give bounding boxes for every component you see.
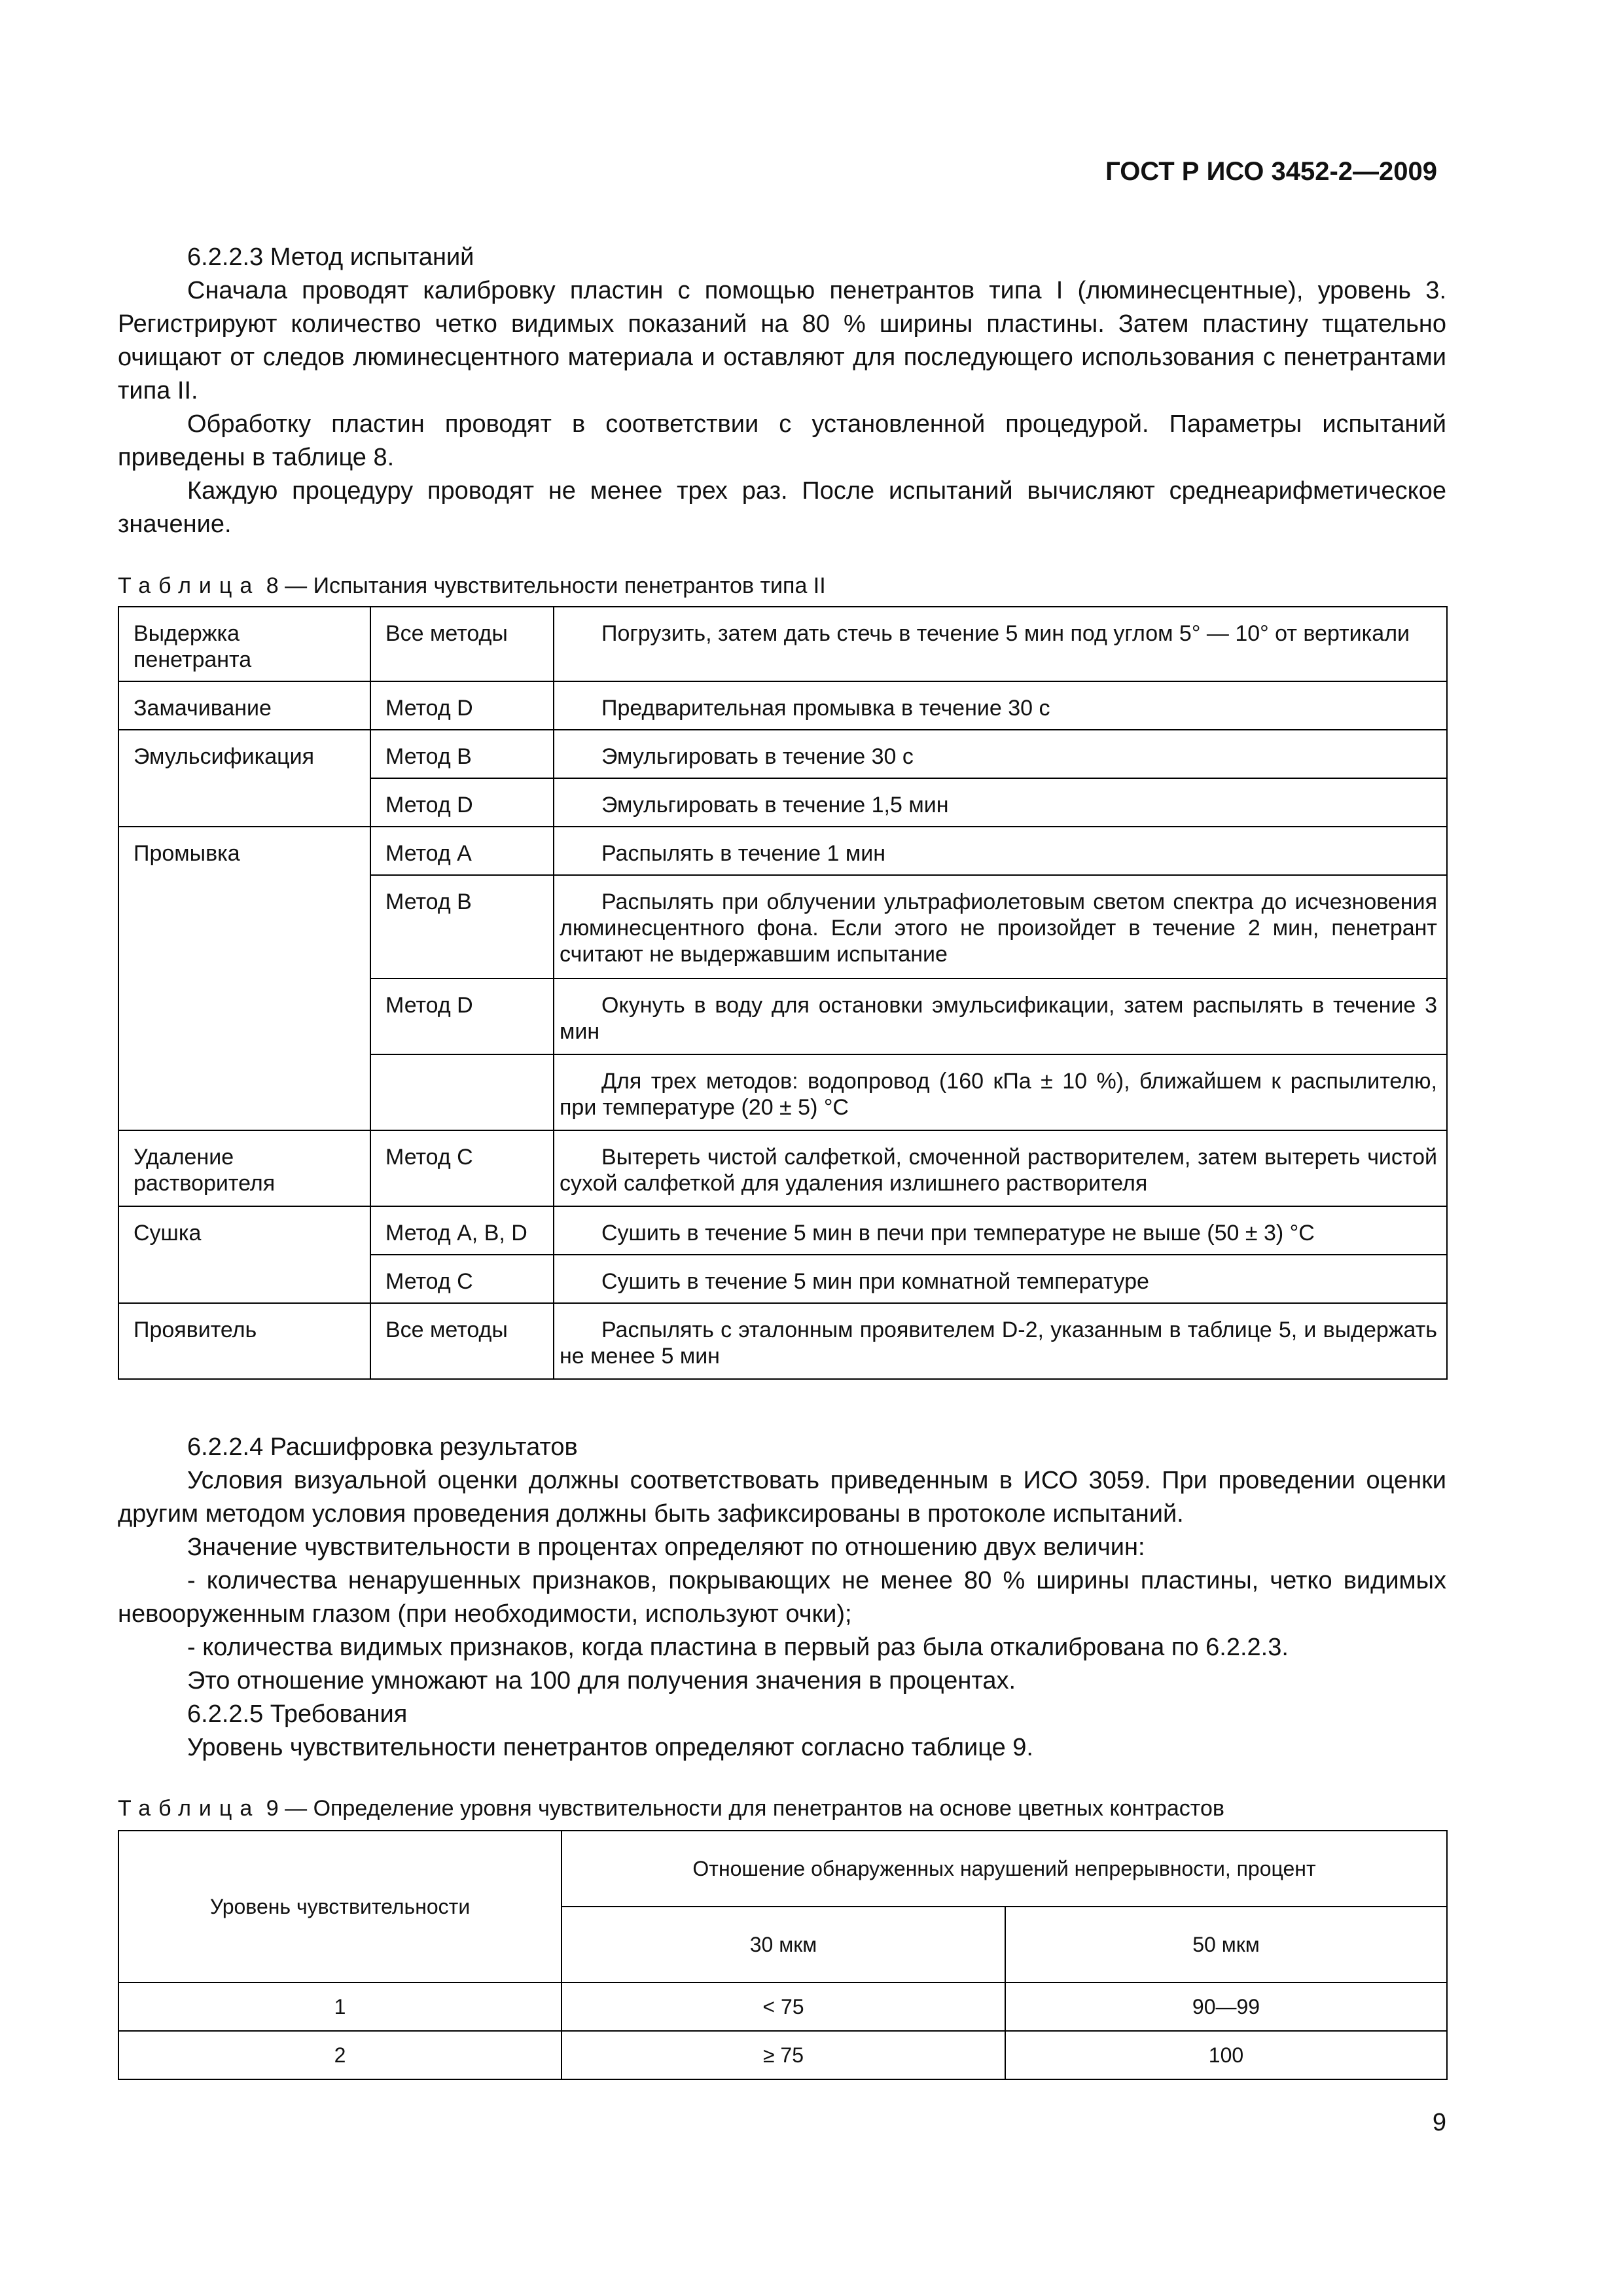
section-title: 6.2.2.5 Требования bbox=[187, 1700, 408, 1728]
header-50: 50 мкм bbox=[1005, 1907, 1447, 1982]
cell-desc: Сушить в течение 5 мин при комнатной температуре bbox=[554, 1255, 1447, 1303]
cell-stage: Замачивание bbox=[118, 681, 370, 730]
cell-desc: Предварительная промывка в течение 30 с bbox=[554, 681, 1447, 730]
cell-method: Метод В bbox=[370, 730, 554, 778]
cell-30: ≥ 75 bbox=[562, 2031, 1005, 2079]
paragraph: Обработку пластин проводят в соответствии с установленной процедурой. Параметры испытаний приведены в таблице 8. bbox=[118, 410, 1446, 471]
cell-desc: Сушить в течение 5 мин в печи при температуре не выше (50 ± 3) °С bbox=[554, 1206, 1447, 1255]
cell-method: Метод А, В, D bbox=[370, 1206, 554, 1255]
cell-method: Метод В bbox=[370, 875, 554, 978]
cell-method: Все методы bbox=[370, 1303, 554, 1379]
list-item: - количества ненарушенных признаков, покрывающих не менее 80 % ширины пластины, четко видимых невооруженным глазом (при необходимости, используют очки); bbox=[118, 1567, 1446, 1628]
document-id: ГОСТ Р ИСО 3452-2—2009 bbox=[1105, 157, 1437, 186]
section-title: 6.2.2.4 Расшифровка результатов bbox=[187, 1433, 578, 1461]
cell-desc: Вытереть чистой салфеткой, смоченной растворителем, затем вытереть чистой сухой салфеткой для удаления излишнего растворителя bbox=[554, 1130, 1447, 1206]
header-ratio: Отношение обнаруженных нарушений непрерывности, процент bbox=[562, 1831, 1447, 1907]
table-row bbox=[118, 607, 1447, 681]
header-level: Уровень чувствительности bbox=[118, 1831, 562, 1982]
cell-method: Метод D bbox=[370, 681, 554, 730]
paragraph: Сначала проводят калибровку пластин с помощью пенетрантов типа I (люминесцентные), уровень 3. Регистрируют количество четко видимых показаний на 80 % ширины пластины. Затем пластину тщательно очищают от следов люминесцентного материала и оставляют для последующего использования с пенетрантами типа II. bbox=[118, 277, 1446, 404]
cell-method: Метод С bbox=[370, 1130, 554, 1206]
caption-label: Таблица bbox=[118, 1796, 260, 1821]
table9-caption bbox=[118, 1796, 1224, 1821]
cell-stage: Эмульсификация bbox=[118, 730, 370, 827]
paragraph: Значение чувствительности в процентах определяют по отношению двух величин: bbox=[187, 1534, 1145, 1561]
paragraph: Условия визуальной оценки должны соответствовать приведенным в ИСО 3059. При проведении оценки другим методом условия проведения должны быть зафиксированы в протоколе испытаний. bbox=[118, 1467, 1446, 1528]
cell-level: 2 bbox=[118, 2031, 562, 2079]
cell-stage: Сушка bbox=[118, 1206, 370, 1303]
cell-desc: Эмульгировать в течение 1,5 мин bbox=[554, 778, 1447, 827]
caption-text: 9 — Определение уровня чувствительности для пенетрантов на основе цветных контрастов bbox=[266, 1796, 1224, 1821]
cell-method: Метод С bbox=[370, 1255, 554, 1303]
table-row bbox=[118, 2031, 1447, 2079]
cell-method bbox=[370, 1054, 554, 1130]
cell-stage: Проявитель bbox=[118, 1303, 370, 1379]
cell-desc: Окунуть в воду для остановки эмульсификации, затем распылять в течение 3 мин bbox=[554, 978, 1447, 1054]
cell-50: 90—99 bbox=[1005, 1982, 1447, 2031]
cell-method: Метод А bbox=[370, 827, 554, 875]
header-30: 30 мкм bbox=[562, 1907, 1005, 1982]
table-9 bbox=[118, 1830, 1448, 2080]
table-header-row bbox=[118, 1831, 1447, 1907]
table-row bbox=[118, 1982, 1447, 2031]
table8-caption bbox=[118, 573, 826, 599]
paragraph: Это отношение умножают на 100 для получения значения в процентах. bbox=[187, 1667, 1016, 1695]
list-item: - количества видимых признаков, когда пластина в первый раз была откалибрована по 6.2.2.3. bbox=[187, 1634, 1289, 1661]
section-title: 6.2.2.3 Метод испытаний bbox=[187, 243, 474, 271]
cell-method: Метод D bbox=[370, 778, 554, 827]
page-number: 9 bbox=[1432, 2109, 1446, 2136]
cell-method: Все методы bbox=[370, 607, 554, 681]
table-row bbox=[118, 827, 1447, 875]
cell-30: < 75 bbox=[562, 1982, 1005, 2031]
cell-desc: Эмульгировать в течение 30 с bbox=[554, 730, 1447, 778]
cell-desc: Распылять при облучении ультрафиолетовым светом спектра до исчезновения люминесцентного фона. Если этого не произойдет в течение 2 мин, пенетрант считают не выдержавшим испытание bbox=[554, 875, 1447, 978]
table-row bbox=[118, 1303, 1447, 1379]
table-row bbox=[118, 1130, 1447, 1206]
caption-text: 8 — Испытания чувствительности пенетрантов типа II bbox=[266, 573, 826, 598]
cell-stage: Выдержка пенетранта bbox=[118, 607, 370, 681]
section-6-2-2-3 bbox=[118, 241, 1446, 541]
cell-level: 1 bbox=[118, 1982, 562, 2031]
cell-50: 100 bbox=[1005, 2031, 1447, 2079]
cell-desc: Распылять с эталонным проявителем D-2, указанным в таблице 5, и выдержать не менее 5 мин bbox=[554, 1303, 1447, 1379]
paragraph: Уровень чувствительности пенетрантов определяют согласно таблице 9. bbox=[187, 1734, 1033, 1761]
caption-label: Таблица bbox=[118, 573, 260, 598]
table-row bbox=[118, 730, 1447, 778]
cell-desc: Распылять в течение 1 мин bbox=[554, 827, 1447, 875]
cell-method: Метод D bbox=[370, 978, 554, 1054]
section-6-2-2-4 bbox=[118, 1431, 1446, 1765]
cell-desc: Для трех методов: водопровод (160 кПа ± 10 %), ближайшем к распылителю, при температуре (20 ± 5) °С bbox=[554, 1054, 1447, 1130]
cell-stage: Удаление растворителя bbox=[118, 1130, 370, 1206]
table-row bbox=[118, 1206, 1447, 1255]
table-8 bbox=[118, 606, 1448, 1380]
cell-stage: Промывка bbox=[118, 827, 370, 1130]
paragraph: Каждую процедуру проводят не менее трех раз. После испытаний вычисляют среднеарифметическое значение. bbox=[118, 477, 1446, 538]
cell-desc: Погрузить, затем дать стечь в течение 5 мин под углом 5° — 10° от вертикали bbox=[554, 607, 1447, 681]
table-row bbox=[118, 681, 1447, 730]
